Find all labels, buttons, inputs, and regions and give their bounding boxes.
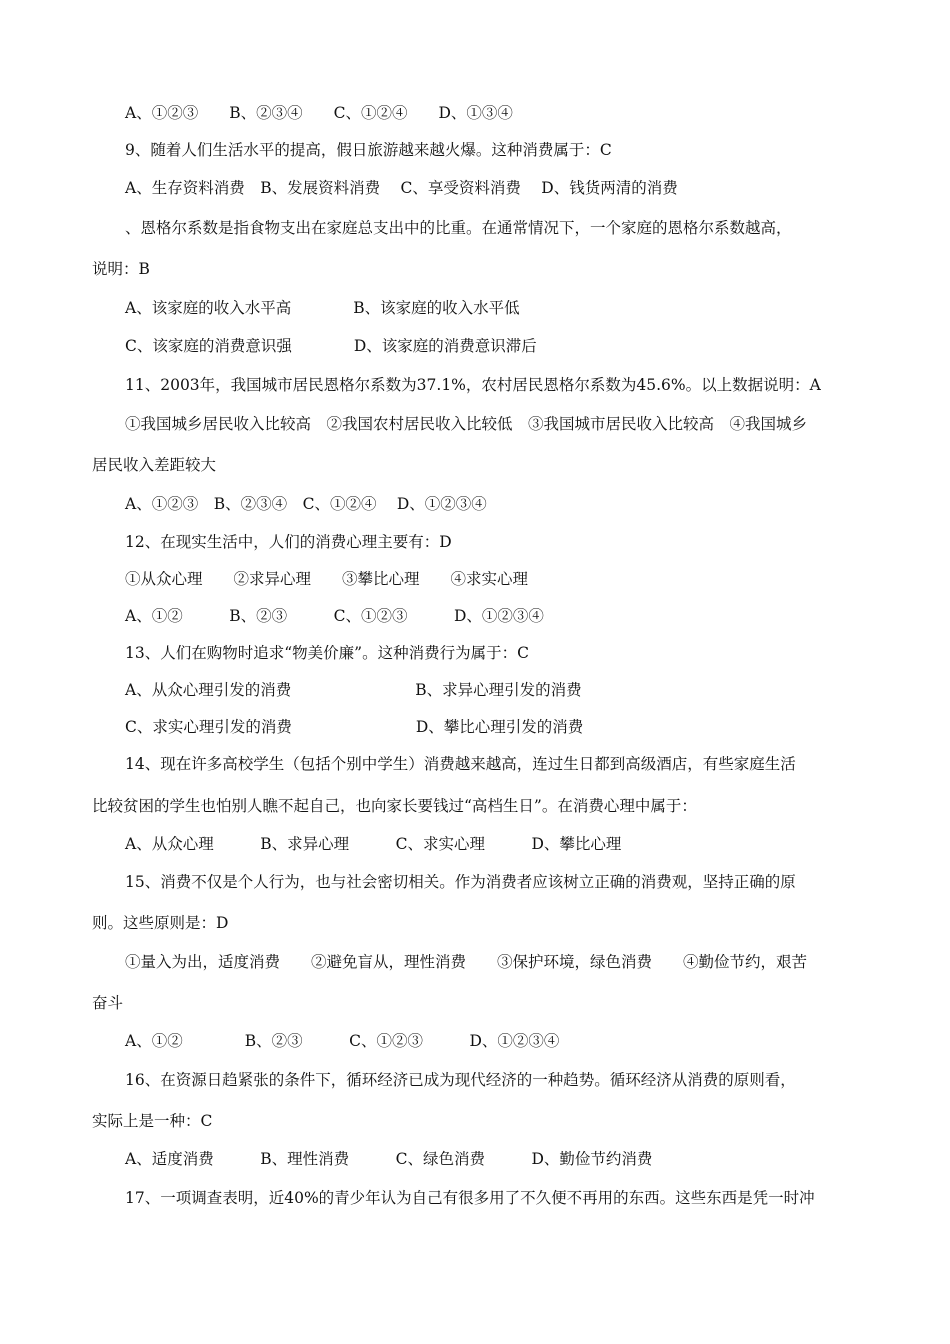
- q9-options: A、生存资料消费 B、发展资料消费 C、享受资料消费 D、钱货两清的消费: [125, 179, 678, 197]
- q10-options-ab: A、该家庭的收入水平高 B、该家庭的收入水平低: [125, 299, 520, 317]
- q13-options-cd: C、求实心理引发的消费 D、攀比心理引发的消费: [125, 718, 584, 736]
- q10-question-cont: 说明：B: [92, 260, 150, 278]
- q10-question: 、恩格尔系数是指食物支出在家庭总支出中的比重。在通常情况下，一个家庭的恩格尔系数越高，: [125, 219, 792, 237]
- q15-question-cont: 则。这些原则是：D: [92, 914, 229, 932]
- q14-question-cont: 比较贫困的学生也怕别人瞧不起自己，也向家长要钱过“高档生日”。在消费心理中属于：: [92, 797, 697, 815]
- q10-options-cd: C、该家庭的消费意识强 D、该家庭的消费意识滞后: [125, 337, 537, 355]
- q14-options: A、从众心理 B、求异心理 C、求实心理 D、攀比心理: [125, 835, 622, 853]
- q11-question: 11、2003年，我国城市居民恩格尔系数为37.1%，农村居民恩格尔系数为45.6%。以上数据说明：A: [125, 376, 821, 394]
- q11-statements: ①我国城乡居民收入比较高 ②我国农村居民收入比较低 ③我国城市居民收入比较高 ④我国城乡: [125, 415, 808, 433]
- q9-question: 9、随着人们生活水平的提高，假日旅游越来越火爆。这种消费属于：C: [125, 141, 612, 159]
- q16-options: A、适度消费 B、理性消费 C、绿色消费 D、勤俭节约消费: [125, 1150, 653, 1168]
- q11-options: A、①②③ B、②③④ C、①②④ D、①②③④: [125, 495, 487, 513]
- q12-options: A、①② B、②③ C、①②③ D、①②③④: [125, 607, 544, 625]
- q13-options-ab: A、从众心理引发的消费 B、求异心理引发的消费: [125, 681, 582, 699]
- q11-statements-cont: 居民收入差距较大: [92, 456, 217, 474]
- q8-options: A、①②③ B、②③④ C、①②④ D、①③④: [125, 104, 513, 122]
- q17-question: 17、一项调查表明，近40%的青少年认为自己有很多用了不久便不再用的东西。这些东西是凭一时冲: [125, 1189, 815, 1207]
- q15-options: A、①② B、②③ C、①②③ D、①②③④: [125, 1032, 560, 1050]
- q13-question: 13、人们在购物时追求“物美价廉”。这种消费行为属于：C: [125, 644, 529, 662]
- q15-statements: ①量入为出，适度消费 ②避免盲从，理性消费 ③保护环境，绿色消费 ④勤俭节约，艰苦: [125, 953, 808, 971]
- q12-statements: ①从众心理 ②求异心理 ③攀比心理 ④求实心理: [125, 570, 529, 588]
- q15-question: 15、消费不仅是个人行为，也与社会密切相关。作为消费者应该树立正确的消费观，坚持正确的原: [125, 873, 796, 891]
- q16-question: 16、在资源日趋紧张的条件下，循环经济已成为现代经济的一种趋势。循环经济从消费的原则看，: [125, 1071, 796, 1089]
- q15-statements-cont: 奋斗: [92, 994, 124, 1012]
- q14-question: 14、现在许多高校学生（包括个别中学生）消费越来越高，连过生日都到高级酒店，有些家庭生活: [125, 755, 796, 773]
- q12-question: 12、在现实生活中，人们的消费心理主要有：D: [125, 533, 452, 551]
- q16-question-cont: 实际上是一种：C: [92, 1112, 213, 1130]
